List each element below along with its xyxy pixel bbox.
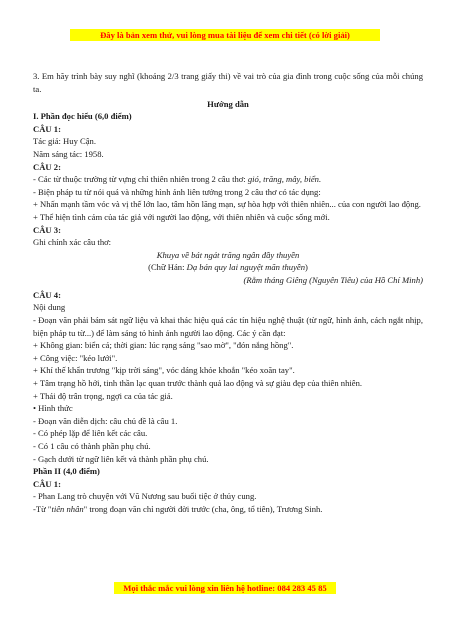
guide-title: Hướng dẫn bbox=[207, 98, 249, 109]
cau4-line: Nội dung bbox=[33, 302, 66, 313]
cau4-line: + Công việc: "kéo lưới". bbox=[33, 352, 118, 363]
cau4-line: + Khí thế khẩn trương "kịp trời sáng", vóc dáng khỏe khoắn "kéo xoăn tay". bbox=[33, 365, 295, 376]
cau3-poem: Khuya về bát ngát trăng ngân đầy thuyền bbox=[156, 249, 300, 260]
p2-cau1-line-2: -Từ "tiên nhân" trong đoạn văn chỉ người đời trước (cha, ông, tổ tiên), Trương Sinh. bbox=[33, 503, 323, 514]
cau2-line-3: + Nhấn mạnh tầm vóc và vị thế lớn lao, tâm hồn lãng mạn, sự hòa hợp với thiên nhiên... của con người lao động. bbox=[33, 199, 421, 210]
cau4-line: - Đoạn văn diễn dịch: câu chủ đề là câu 1. bbox=[33, 415, 178, 426]
cau3-title: CÂU 3: bbox=[33, 224, 61, 235]
p2-cau1-title: CÂU 1: bbox=[33, 478, 61, 489]
p2-cau1-line-1: - Phan Lang trò chuyện với Vũ Nương sau buổi tiệc ở thủy cung. bbox=[33, 491, 257, 502]
cau3-source: (Rằm tháng Giêng (Nguyên Tiêu) của Hồ Chí Minh) bbox=[243, 274, 423, 285]
cau2-title: CÂU 2: bbox=[33, 161, 61, 172]
cau4-line: - Gạch dưới từ ngữ liên kết và thành phần phụ chú. bbox=[33, 453, 209, 464]
document-body bbox=[33, 70, 423, 516]
cau4-title: CÂU 4: bbox=[33, 289, 61, 300]
question-3: 3. Em hãy trình bày suy nghĩ (khoảng 2/3 trang giấy thi) về vai trò của gia đình trong cuộc sống của mỗi chúng ta. bbox=[33, 71, 423, 94]
cau4-line: - Đoạn văn phải bám sát ngữ liệu và khai thác hiệu quả các tín hiệu nghệ thuật (từ ngữ, hình ảnh, cách ngắt nhịp, biện pháp tu từ...) để làm sáng tỏ hình ảnh người lao động. Các ý cần đạt: bbox=[33, 315, 423, 338]
cau4-line: - Có phép lặp để liên kết các câu. bbox=[33, 428, 148, 439]
cau4-line: + Không gian: biển cả; thời gian: lúc rạng sáng "sao mờ", "đón nắng hồng". bbox=[33, 340, 294, 351]
cau2-line-4: + Thể hiện tình cảm của tác giả với người lao động, với thiên nhiên và cuộc sống mới. bbox=[33, 211, 330, 222]
part1-title: I. Phần đọc hiểu (6,0 điểm) bbox=[33, 111, 132, 122]
cau4-line: + Thái độ trân trọng, ngợi ca của tác giả. bbox=[33, 390, 173, 401]
hotline-banner: Mọi thắc mắc vui lòng xin liên hệ hotline: 084 283 45 85 bbox=[114, 582, 336, 594]
cau3-intro: Ghi chính xác câu thơ: bbox=[33, 237, 112, 248]
cau1-author: Tác giả: Huy Cận. bbox=[33, 136, 97, 147]
cau1-year: Năm sáng tác: 1958. bbox=[33, 148, 104, 159]
cau3-han: (Chữ Hán: Dạ bán quy lai nguyệt mãn thuyền) bbox=[148, 262, 308, 273]
cau1-title: CÂU 1: bbox=[33, 123, 61, 134]
cau4-line: + Tâm trạng hồ hởi, tinh thần lạc quan trước thành quả lao động và sự giàu đẹp của thiên nhiên. bbox=[33, 378, 363, 389]
cau2-line-1: - Các từ thuộc trường từ vựng chỉ thiên nhiên trong 2 câu thơ: gió, trăng, mây, biển. bbox=[33, 174, 322, 185]
cau4-line: - Có 1 câu có thành phần phụ chú. bbox=[33, 441, 151, 451]
cau4-line: • Hình thức bbox=[33, 403, 73, 414]
part2-title: Phần II (4,0 điểm) bbox=[33, 466, 100, 477]
cau2-line-2: - Biện pháp tu từ nói quá và những hình ảnh liên tưởng trong 2 câu thơ có tác dụng: bbox=[33, 186, 321, 197]
preview-banner: Đây là bản xem thử, vui lòng mua tài liệu để xem chi tiết (có lời giải) bbox=[70, 29, 380, 41]
